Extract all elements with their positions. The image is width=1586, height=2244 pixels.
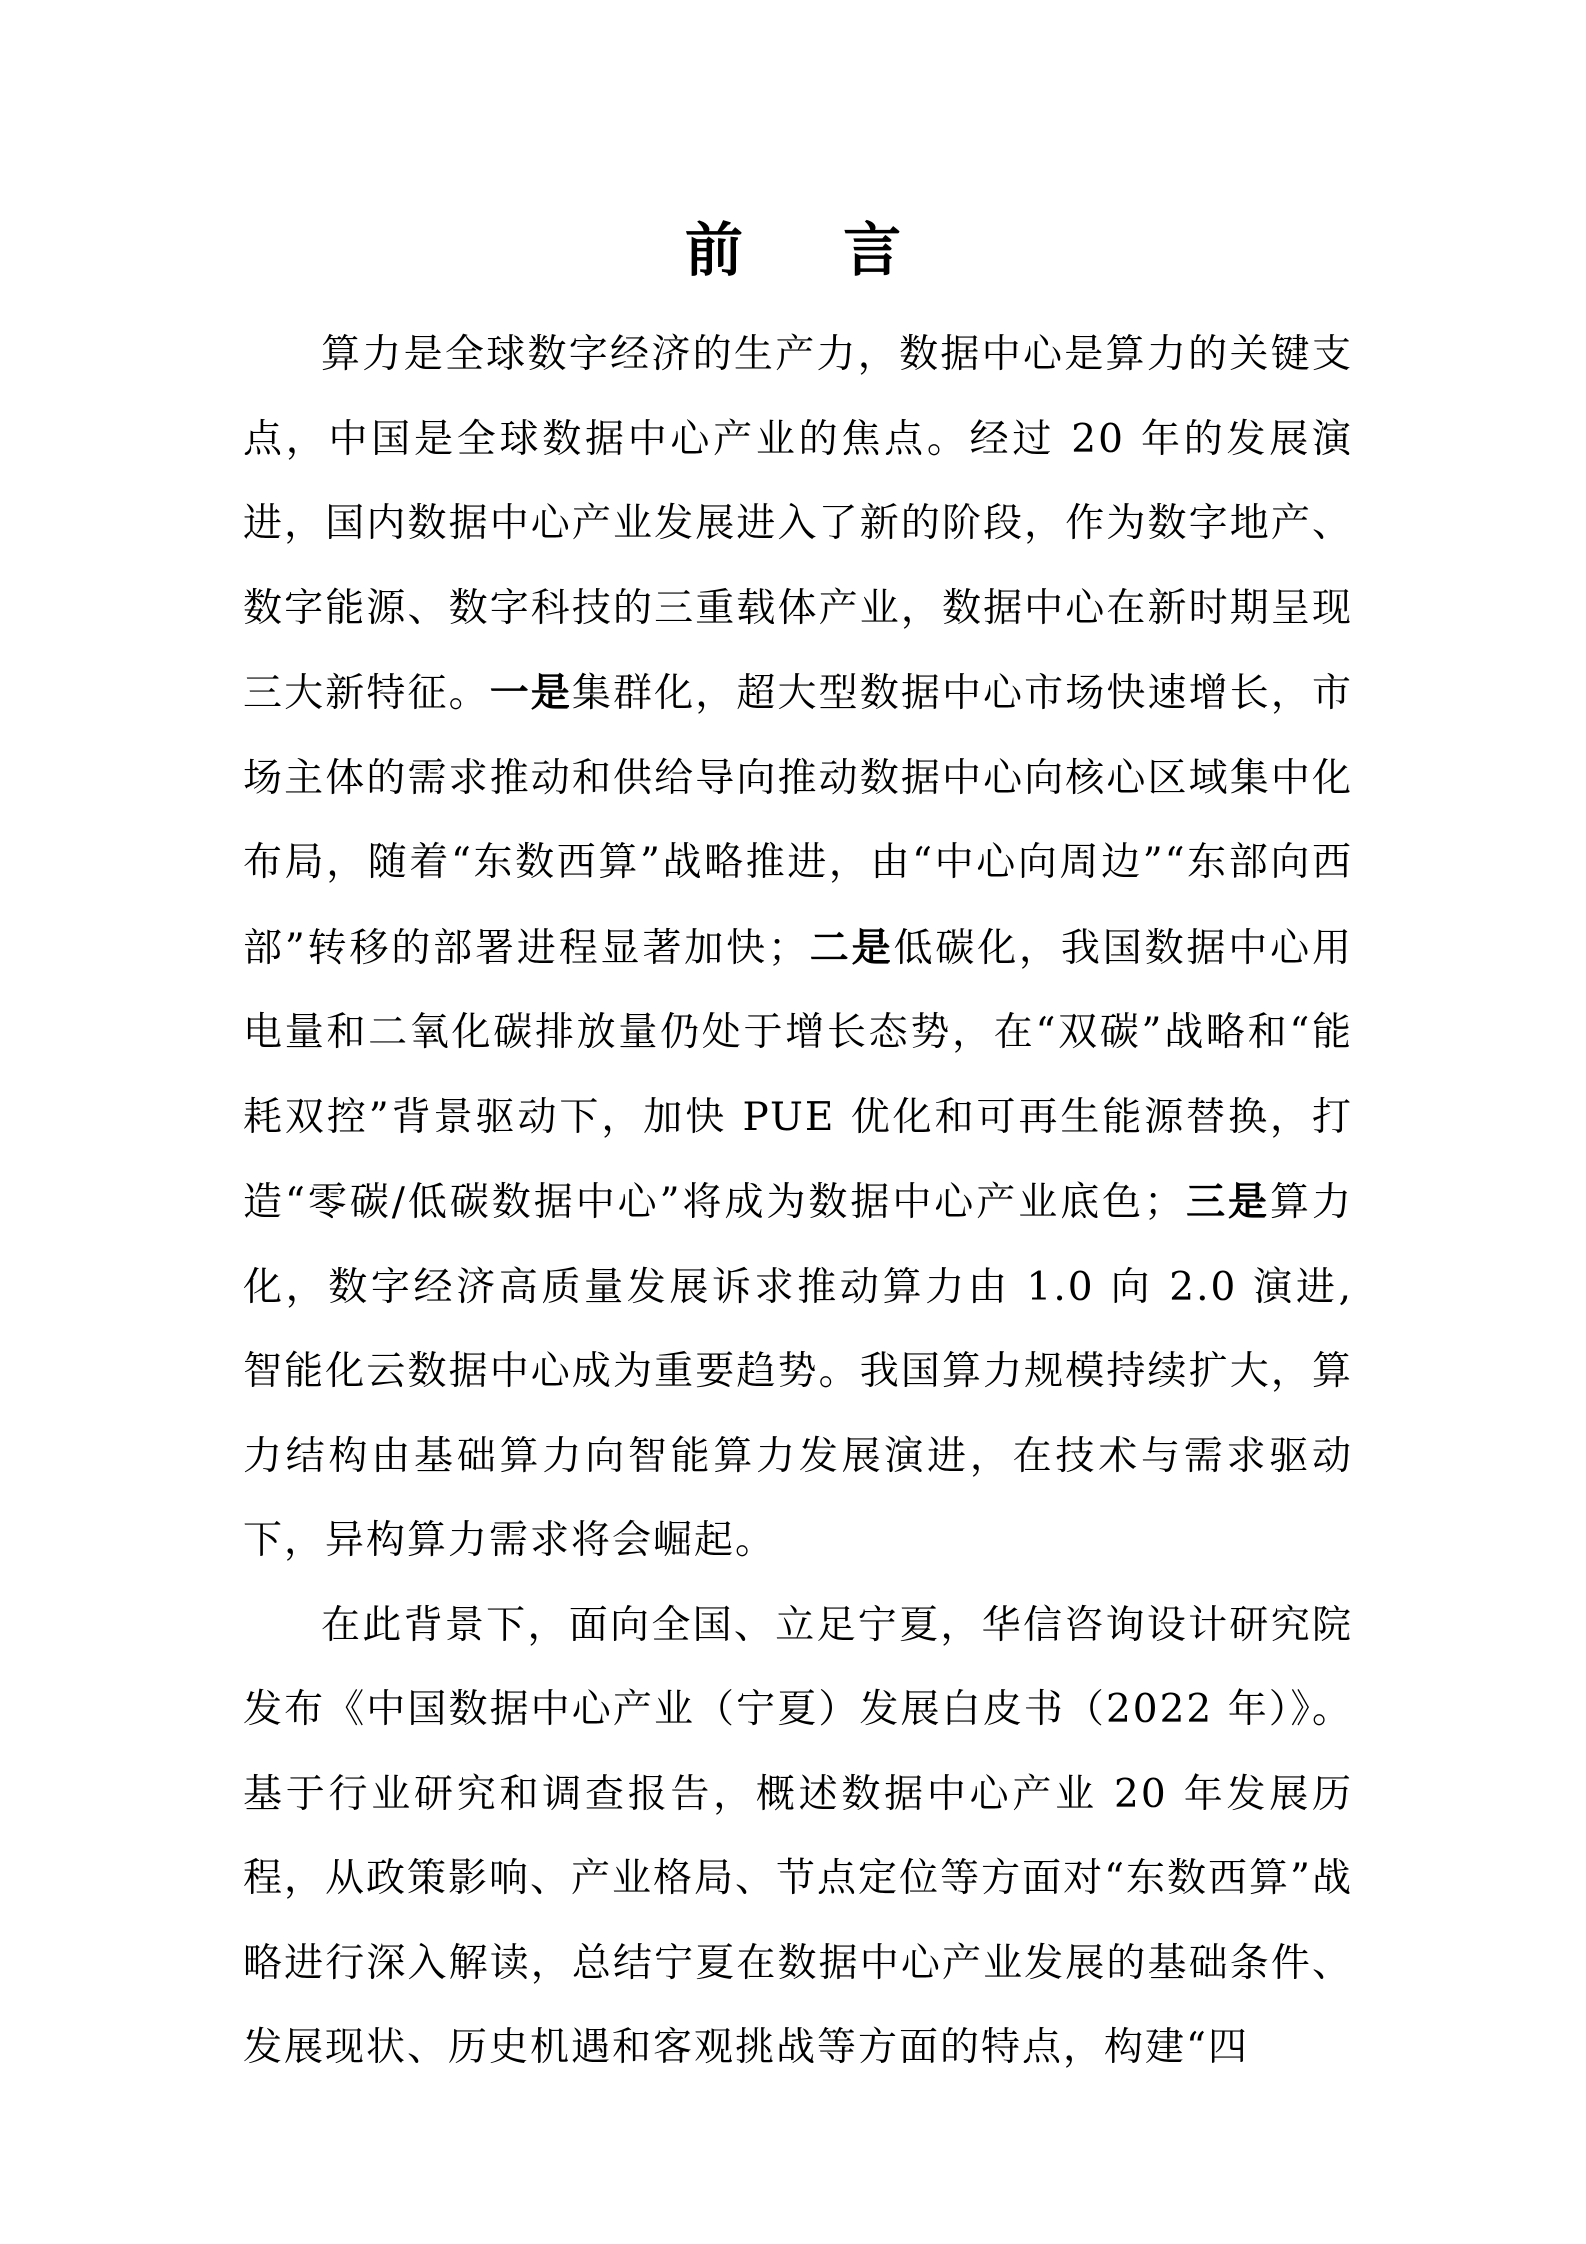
paragraph-1-text: 算力化，数字经济高质量发展诉求推动算力由 1.0 向 2.0 演进,智能化云数据中心成为重要趋势。我国算力规模持续扩大，算力结构由基础算力向智能算力发展演进，在技术与需求驱动下，异构算力需求将会崛起。 <box>243 1180 1353 1563</box>
emphasis-first: 一是 <box>489 670 572 716</box>
page-title: 前 言 <box>684 216 942 284</box>
document-body <box>243 313 1353 2091</box>
paragraph-1-text: 低碳化，我国数据中心用电量和二氧化碳排放量仍处于增长态势，在“双碳”战略和“能耗双控”背景驱动下，加快 PUE 优化和可再生能源替换，打造“零碳/低碳数据中心”将成为数据中心产业底色； <box>243 925 1353 1225</box>
emphasis-second: 二是 <box>808 924 894 971</box>
paragraph-2: 在此背景下，面向全国、立足宁夏，华信咨询设计研究院发布《中国数据中心产业（宁夏）发展白皮书（2022 年）》。基于行业研究和调查报告，概述数据中心产业 20 年发展历程，从政策影响、产业格局、节点定位等方面对“东数西算”战略进行深入解读，总结宁夏在数据中心产业发展的基础条件、发展现状、历史机遇和客观挑战等方面的特点，构建“四 <box>243 1602 1353 2070</box>
paragraph-1-text: 算力是全球数字经济的生产力，数据中心是算力的关键支点，中国是全球数据中心产业的焦点。经过 20 年的发展演进，国内数据中心产业发展进入了新的阶段，作为数字地产、数字能源、数字科技的三重载体产业，数据中心在新时期呈现三大新特征。 <box>243 332 1353 716</box>
emphasis-third: 三是 <box>1185 1179 1271 1225</box>
paragraph-1-text: 集群化，超大型数据中心市场快速增长，市场主体的需求推动和供给导向推动数据中心向核心区域集中化布局，随着“东数西算”战略推进，由“中心向周边”“东部向西部”转移的部署进程显著加快； <box>243 671 1353 971</box>
paragraph-1 <box>243 313 1353 1584</box>
